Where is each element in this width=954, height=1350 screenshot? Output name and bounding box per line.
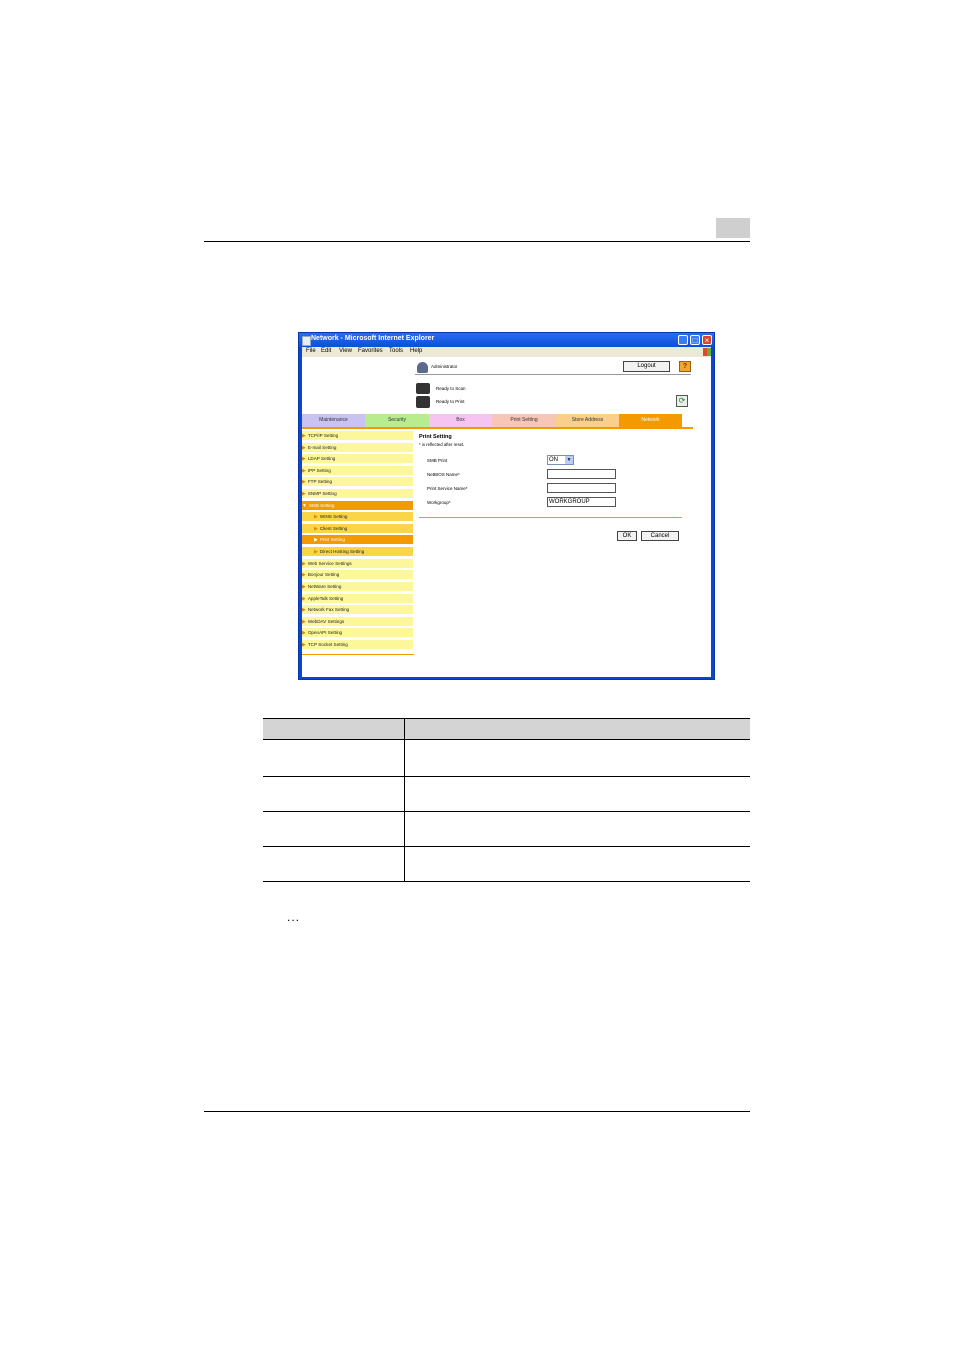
- sidebar-item-appletalk[interactable]: ▶ AppleTalk Setting: [302, 594, 413, 604]
- tab-network[interactable]: Network: [619, 414, 682, 427]
- sidebar-item-ipp[interactable]: ▶ IPP Setting: [302, 466, 413, 476]
- header-rule: [204, 241, 750, 242]
- ie-page-icon: [302, 336, 311, 346]
- smb-print-select[interactable]: ON ▼: [547, 455, 574, 465]
- netbios-name-field[interactable]: [547, 469, 616, 479]
- triangle-right-icon: ▶: [302, 491, 306, 497]
- logout-button[interactable]: Logout: [623, 361, 670, 372]
- triangle-right-icon: ▶: [302, 642, 306, 648]
- menu-view[interactable]: View: [339, 348, 352, 354]
- administrator-icon: [417, 362, 428, 373]
- sidebar-item-netware[interactable]: ▶ NetWare Setting: [302, 582, 413, 592]
- reset-note: * is reflected after reset.: [419, 442, 465, 447]
- table-row: [263, 881, 750, 882]
- table-row: [263, 776, 750, 777]
- workgroup-field[interactable]: WORKGROUP: [547, 497, 616, 507]
- refresh-icon[interactable]: ⟳: [676, 395, 688, 407]
- triangle-right-icon: ▶: [302, 572, 306, 578]
- menu-file[interactable]: File: [306, 348, 316, 354]
- triangle-right-icon: ▶: [314, 526, 318, 532]
- triangle-right-icon: ▶: [302, 445, 306, 451]
- web-content: [302, 357, 711, 677]
- panel-divider: [419, 517, 682, 518]
- maximize-icon[interactable]: □: [690, 335, 700, 345]
- workgroup-label: Workgroup*: [427, 500, 451, 505]
- sidebar-item-wins[interactable]: ▶ WINS Setting: [302, 512, 413, 522]
- tab-maintenance[interactable]: Maintenance: [302, 414, 365, 427]
- triangle-right-icon: ▶: [302, 433, 306, 439]
- menu-help[interactable]: Help: [410, 348, 423, 354]
- help-icon[interactable]: ?: [679, 361, 691, 372]
- sidebar-item-bonjour[interactable]: ▶ Bonjour Setting: [302, 570, 413, 580]
- print-service-name-label: Print Service Name*: [427, 486, 468, 491]
- triangle-right-icon: ▶: [302, 630, 306, 636]
- ellipsis-mark: ...: [287, 910, 301, 924]
- triangle-right-icon: ▶: [302, 479, 306, 485]
- tab-box[interactable]: Box: [429, 414, 492, 427]
- browser-window: [298, 332, 715, 680]
- smb-print-label: SMB Print: [427, 458, 448, 463]
- tab-security[interactable]: Security: [365, 414, 429, 427]
- triangle-right-icon: ▶: [302, 561, 306, 567]
- menu-favorites[interactable]: Favorites: [358, 348, 383, 354]
- triangle-right-icon: ▶: [302, 596, 306, 602]
- triangle-down-icon: ▼: [302, 503, 307, 509]
- windows-logo-icon: [703, 348, 711, 356]
- triangle-right-icon: ▶: [302, 619, 306, 625]
- triangle-right-icon: ▶: [314, 514, 318, 520]
- minimize-icon[interactable]: _: [678, 335, 688, 345]
- ok-button[interactable]: OK: [617, 531, 637, 541]
- table-header: [263, 718, 750, 740]
- triangle-right-icon: ▶: [314, 549, 318, 555]
- sidebar-item-client[interactable]: ▶ Client Setting: [302, 524, 413, 534]
- tab-store-address[interactable]: Store Address: [556, 414, 619, 427]
- chapter-tab: [716, 218, 750, 238]
- triangle-right-icon: ▶: [302, 607, 306, 613]
- menu-edit[interactable]: Edit: [321, 348, 332, 354]
- sidebar-item-web-service[interactable]: ▶ Web Service Settings: [302, 559, 413, 569]
- sidebar-divider: [302, 654, 414, 655]
- tab-print-setting[interactable]: Print Setting: [492, 414, 556, 427]
- scan-status: Ready to Scan: [436, 386, 466, 391]
- print-status: Ready to Print: [436, 399, 465, 404]
- triangle-right-icon: ▶: [302, 456, 306, 462]
- sidebar-item-print-setting[interactable]: ▶ Print Setting: [302, 535, 413, 545]
- sidebar-item-ftp[interactable]: ▶ FTP Setting: [302, 477, 413, 487]
- sidebar-item-direct-hosting[interactable]: ▶ Direct Hosting Setting: [302, 547, 413, 557]
- triangle-right-icon: ▶: [314, 537, 318, 543]
- header-divider: [415, 374, 691, 375]
- sidebar-item-openapi[interactable]: ▶ OpenAPI Setting: [302, 628, 413, 638]
- sidebar-item-ldap[interactable]: ▶ LDAP Setting: [302, 454, 413, 464]
- page-title: Print Setting: [419, 434, 452, 440]
- scanner-icon: [416, 383, 430, 394]
- menu-bar: [302, 347, 711, 357]
- print-service-name-field[interactable]: [547, 483, 616, 493]
- cancel-button[interactable]: Cancel: [641, 531, 679, 541]
- footer-rule: [204, 1111, 750, 1112]
- sidebar-item-webdav[interactable]: ▶ WebDAV Settings: [302, 617, 413, 627]
- title-bar: [299, 333, 714, 347]
- settings-table: [263, 718, 750, 882]
- sidebar-item-tcp-socket[interactable]: ▶ TCP Socket Setting: [302, 640, 413, 650]
- sidebar-item-network-fax[interactable]: ▶ Network Fax Setting: [302, 605, 413, 615]
- sidebar-item-email[interactable]: ▶ E-mail Setting: [302, 443, 413, 453]
- tab-underline: [302, 427, 693, 429]
- table-row: [263, 846, 750, 847]
- menu-tools[interactable]: Tools: [389, 348, 404, 354]
- netbios-name-label: NetBIOS Name*: [427, 472, 460, 477]
- table-column-divider: [404, 718, 405, 882]
- window-title: Network - Microsoft Internet Explorer: [311, 335, 435, 342]
- triangle-right-icon: ▶: [302, 468, 306, 474]
- sidebar-item-snmp[interactable]: ▶ SNMP Setting: [302, 489, 413, 499]
- chevron-down-icon: ▼: [566, 457, 572, 463]
- table-row: [263, 811, 750, 812]
- triangle-right-icon: ▶: [302, 584, 306, 590]
- sidebar-item-tcpip[interactable]: ▶ TCP/IP Setting: [302, 431, 413, 441]
- user-label: Administrator: [431, 364, 458, 369]
- printer-icon: [416, 396, 430, 408]
- close-icon[interactable]: ×: [702, 335, 712, 345]
- sidebar-item-smb[interactable]: ▼ SMB Setting: [302, 501, 413, 511]
